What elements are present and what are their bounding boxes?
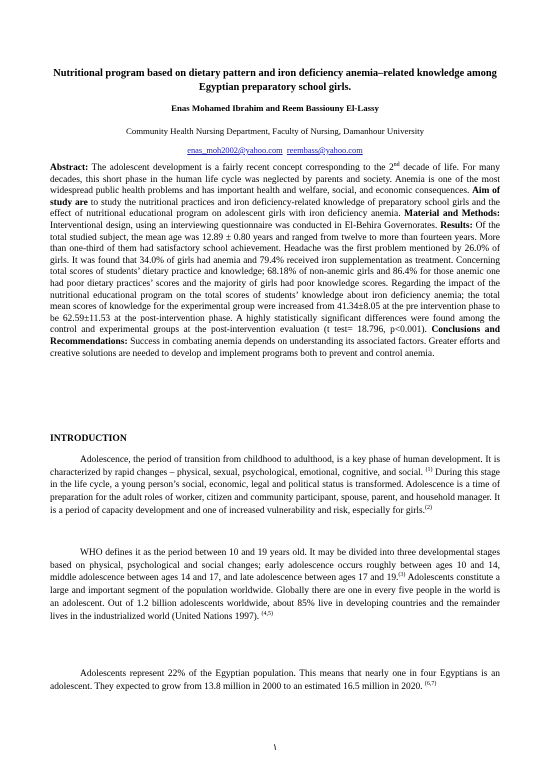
- citation-ref: (1): [425, 466, 433, 473]
- paper-authors: Enas Mohamed Ibrahim and Reem Bassiouny El-Lassy: [171, 103, 379, 113]
- conclusions-label: Conclusions and Recommendations:: [50, 325, 501, 347]
- abstract-intro-rest: decade of life. For many decades, this short phase in the human life cycle was neglected by parents and society. Anemia is one of the most widespread public health problems and has important health and welfare, social, and economic consequences.: [50, 163, 500, 197]
- p3-text: Adolescents represent 22% of the Egyptian population. This means that nearly one in four Egyptians is an adolescent. They expected to grow from 13.8 million in 2000 to an estimated 16.5 million in 2020.: [50, 669, 500, 692]
- citation-ref: (6,7): [424, 680, 437, 687]
- p2-text-b: Adolescents constitute a large and important segment of the population worldwide. Globally there are one in every five people in the world is an adolescent. Out of 1.2 billion adolescents worldwide, about 85% live in developing countries and the remainder lives in the industrialized world (United Nations 1997).: [50, 573, 500, 622]
- citation-ref: (4,5): [261, 610, 274, 617]
- paper-title: Nutritional program based on dietary pattern and iron deficiency anemia–related knowledge among Egyptian preparatory school girls.: [53, 68, 497, 93]
- abstract-label: Abstract:: [50, 163, 89, 173]
- aim-text: to study the nutritional practices and iron deficiency-related knowledge of preparatory school girls and the effect of nutritional educational program on adolescent girls with iron deficiency anemia.: [50, 197, 500, 220]
- citation-ref: (3): [398, 572, 406, 579]
- p2-text-a: WHO defines it as the period between 10 and 19 years old. It may be divided into three developmental stages based on physical, psychological and social changes; early adolescence occurs roughly between ages 10 and 14, middle adolescence between ages 14 and 17, and late adolescence between ages 17 and 19.: [50, 548, 500, 584]
- results-label: Results:: [440, 220, 473, 231]
- paper-affiliation: Community Health Nursing Department, Faculty of Nursing, Damanhour University: [125, 126, 425, 136]
- email-link-2[interactable]: reembass@yahoo.com: [286, 146, 363, 155]
- p1-text-b: During this stage in the life cycle, a young person’s social, economic, legal and political status is transformed. Adolescence is a time of preparation for the adult roles of worker, citizen and community participant, spouse, parent, and household manager. It is a period of capacity development and one of increased vulnerability and risk, especially for girls.: [50, 467, 500, 516]
- conclusions-text: Success in combating anemia depends on understanding its associated factors. Greater efforts and creative solutions are needed to develop and implement programs both to prevent and control anemia.: [50, 336, 500, 359]
- citation-ref: (2): [425, 504, 433, 511]
- p1-text-a: Adolescence, the period of transition from childhood to adulthood, is a key phase of human development. It is characterized by rapid changes – physical, sexual, psychological, emotional, cognitive, and social.: [50, 455, 500, 478]
- methods-text: Interventional design, using an interviewing questionnaire was conducted in El-Behira Governorates.: [50, 220, 441, 231]
- intro-paragraph-2: [50, 547, 500, 623]
- results-text: Of the total studied subject, the mean age was 12.89 ± 0.80 years and ranged from twelve to more than fourteen years. More than one-third of them had satisfactory school achievement. Headache was the first problem mentioned by 26.0% of girls. It was found that 34.0% of girls had anemia and 79.4% received iron supplementation as treatment. Concerning total scores of students’ dietary practice and knowledge; 68.18% of non-anemic girls and 86.4% for those anemic one had poor dietary practices’ scores and the majority of girls had poor knowledge scores. Regarding the impact of the nutritional educational program on the total scores of students’ knowledge about iron deficiency anemia; the total mean scores of knowledge for the experimental group were increased from 41.34±8.05 at the pre intervention phase to be 62.59±11.53 at the post-intervention phase. A highly statistically significant differences were found among the control and experimental groups at the post-intervention evaluation (t test= 18.796, p<0.001).: [50, 220, 500, 336]
- introduction-heading: INTRODUCTION: [50, 433, 127, 444]
- ordinal-suffix: nd: [393, 162, 400, 168]
- email-link-1[interactable]: enas_moh2002@yahoo.com: [187, 146, 283, 155]
- abstract: [50, 163, 500, 360]
- methods-label: Material and Methods:: [404, 209, 500, 220]
- author-emails: [40, 146, 510, 155]
- aim-label: Aim of study are: [50, 186, 500, 208]
- intro-paragraph-3: [50, 668, 500, 693]
- page-number: ١: [272, 742, 278, 752]
- intro-paragraph-1: [50, 454, 500, 518]
- abstract-intro: The adolescent development is a fairly recent concept corresponding to the 2: [88, 163, 394, 173]
